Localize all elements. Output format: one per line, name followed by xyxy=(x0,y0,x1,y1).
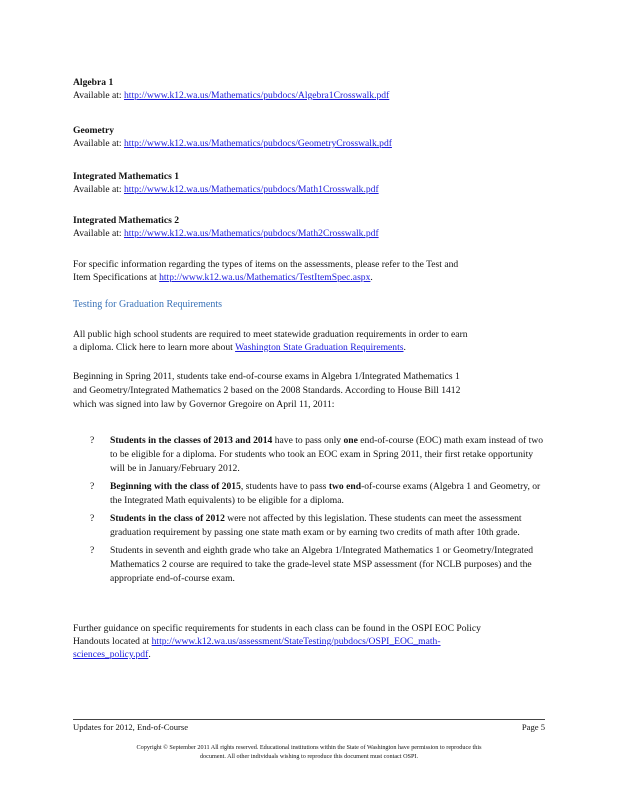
crosswalk-math1 xyxy=(73,170,545,196)
test-spec-paragraph xyxy=(73,258,545,284)
crosswalk-title: Algebra 1 xyxy=(73,77,114,88)
crosswalk-geometry xyxy=(73,124,545,150)
list-item xyxy=(90,544,545,586)
further-line-1: Further guidance on specific requirements for students in each class can be found in the OSPI EOC Policy xyxy=(73,623,481,634)
footer-title: Updates for 2012, End-of-Course xyxy=(73,722,189,732)
beginning-line-1: Beginning in Spring 2011, students take end-of-course exams in Algebra 1/Integrated Mathematics 1 xyxy=(73,371,460,382)
bullet-marker: ? xyxy=(90,545,95,556)
grad-line-2: a diploma. Click here to learn more about xyxy=(73,342,233,353)
bullet-bold: Students in the classes of 2013 and 2014 xyxy=(110,435,273,446)
section-heading: Testing for Graduation Requirements xyxy=(73,299,222,310)
eoc-policy-link[interactable]: http://www.k12.wa.us/assessment/StateTesting/pubdocs/OSPI_EOC_math- xyxy=(151,636,441,647)
test-item-spec-link[interactable]: http://www.k12.wa.us/Mathematics/TestItemSpec.aspx xyxy=(159,272,371,283)
bullet-text-2: -of-course exams (Algebra 1 and Geometry, or the Integrated Math equivalents) to be eligible for a diploma. xyxy=(110,481,541,506)
bullet-bold: Beginning with the class of 2015 xyxy=(110,481,241,492)
copyright-line-2: document. All other individuals wishing to reproduce this document must contact OSPI. xyxy=(199,753,419,760)
bullet-marker: ? xyxy=(90,435,95,446)
spec-line-1: For specific information regarding the types of items on the assessments, please refer to the Test and xyxy=(73,259,459,270)
available-label: Available at: xyxy=(73,138,122,149)
beginning-line-3: which was signed into law by Governor Gregoire on April 11, 2011: xyxy=(73,399,335,410)
footer-divider xyxy=(73,719,545,720)
spec-period: . xyxy=(370,272,373,283)
bullet-text: have to pass only xyxy=(272,435,344,446)
bullet-text: , students have to pass xyxy=(240,481,329,492)
crosswalk-link[interactable]: http://www.k12.wa.us/Mathematics/pubdocs/Math2Crosswalk.pdf xyxy=(123,228,379,239)
crosswalk-link[interactable]: http://www.k12.wa.us/Mathematics/pubdocs/Math1Crosswalk.pdf xyxy=(123,184,379,195)
copyright-line-1: Copyright © September 2011 All rights reserved. Educational institutions within the State of Washington have permission to reproduce this xyxy=(136,744,482,751)
bullet-bold-2: one xyxy=(343,435,358,446)
list-item xyxy=(90,434,545,476)
eoc-policy-link-continued[interactable]: sciences_policy.pdf xyxy=(73,649,149,660)
crosswalk-title: Integrated Mathematics 1 xyxy=(73,171,180,182)
further-line-2: Handouts located at xyxy=(73,636,150,647)
bullet-text: were not affected by this legislation. These students can meet the assessment graduation requirement by passing one state math exam or by earning two credits of math after 10th grade. xyxy=(110,513,522,538)
graduation-requirements-link[interactable]: Washington State Graduation Requirements xyxy=(235,342,404,353)
spec-line-2: Item Specifications at xyxy=(73,272,157,283)
requirements-bullet-list xyxy=(90,434,545,586)
page-footer xyxy=(73,722,545,732)
further-guidance-paragraph xyxy=(73,622,545,661)
bullet-marker: ? xyxy=(90,513,95,524)
grad-period: . xyxy=(403,342,406,353)
page-number: Page 5 xyxy=(521,722,545,732)
grad-line-1: All public high school students are required to meet statewide graduation requirements in order to earn xyxy=(73,329,468,340)
further-period: . xyxy=(148,649,151,660)
crosswalk-title: Geometry xyxy=(73,125,115,136)
bullet-text-2: end-of-course (EOC) math exam instead of two to be eligible for a diploma. For students who took an EOC exam in Spring 2011, their first retake opportunity will be in January/February 2012. xyxy=(110,435,544,474)
crosswalk-link[interactable]: http://www.k12.wa.us/Mathematics/pubdocs/Algebra1Crosswalk.pdf xyxy=(123,90,390,101)
crosswalk-algebra1 xyxy=(73,76,545,102)
list-item xyxy=(90,512,545,540)
graduation-paragraph xyxy=(73,328,545,354)
beginning-line-2: and Geometry/Integrated Mathematics 2 based on the 2008 Standards. According to House Bill 1412 xyxy=(73,385,461,396)
available-label: Available at: xyxy=(73,184,122,195)
copyright-notice xyxy=(80,743,538,761)
bullet-marker: ? xyxy=(90,481,95,492)
crosswalk-link[interactable]: http://www.k12.wa.us/Mathematics/pubdocs/GeometryCrosswalk.pdf xyxy=(123,138,392,149)
bullet-bold: Students in the class of 2012 xyxy=(110,513,225,524)
crosswalk-title: Integrated Mathematics 2 xyxy=(73,215,180,226)
bullet-bold-2: two end xyxy=(328,481,362,492)
bullet-text: Students in seventh and eighth grade who take an Algebra 1/Integrated Mathematics 1 or Geometry/Integrated Mathematics 2 course are required to take the grade-level state MSP assessment (for NCLB purposes) and the appropriate end-of-course exam. xyxy=(110,545,534,584)
crosswalk-math2 xyxy=(73,214,545,240)
beginning-paragraph xyxy=(73,370,545,412)
available-label: Available at: xyxy=(73,90,122,101)
available-label: Available at: xyxy=(73,228,122,239)
list-item xyxy=(90,480,545,508)
